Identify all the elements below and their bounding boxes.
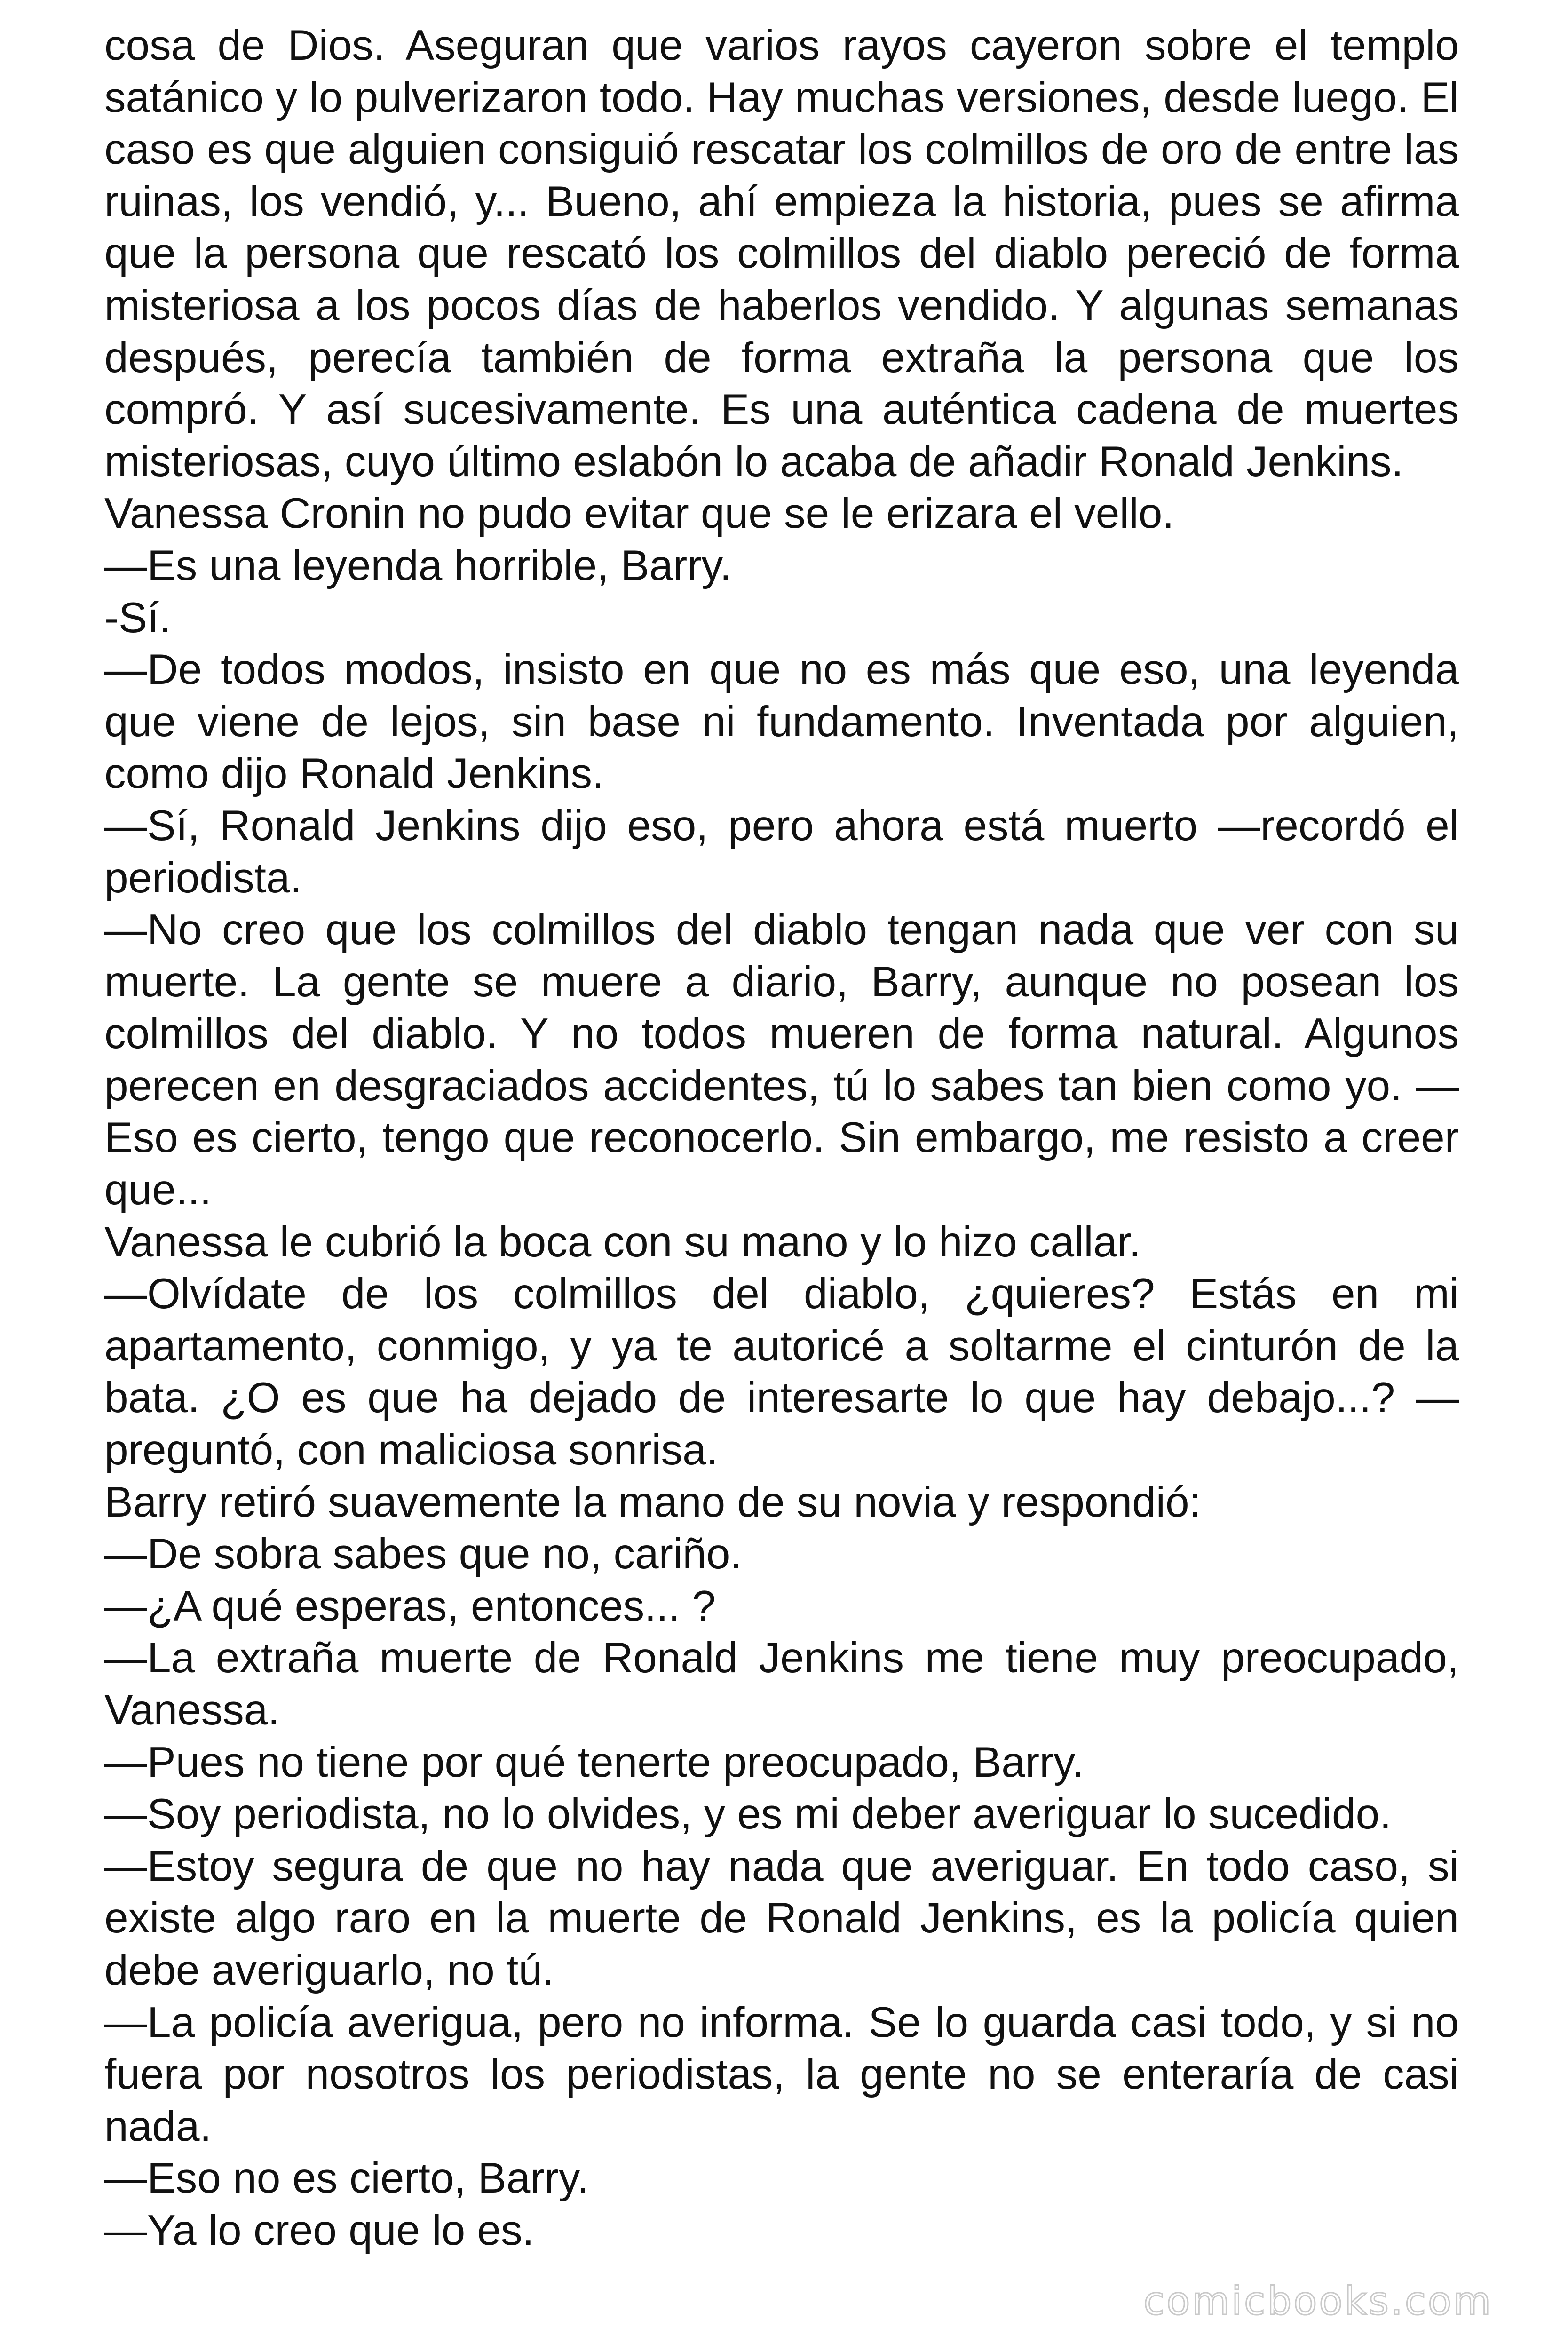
paragraph-5: —De todos modos, insisto en que no es más que eso, una leyenda que viene de lejos, sin base ni fundamento. Inventada por alguien, como dijo Ronald Jenkins. [104,646,1459,798]
paragraph-13: —La extraña muerte de Ronald Jenkins me tiene muy preocupado, Vanessa. [104,1634,1459,1734]
paragraph-15: —Soy periodista, no lo olvides, y es mi deber averiguar lo sucedido. [104,1790,1392,1838]
paragraph-12: —¿A qué esperas, entonces... ? [104,1582,716,1630]
paragraph-4: -Sí. [104,594,171,642]
watermark-logo: comicbooks.com [1143,2279,1493,2324]
paragraph-6: —Sí, Ronald Jenkins dijo eso, pero ahora está muerto —recordó el periodista. [104,802,1459,902]
paragraph-9: —Olvídate de los colmillos del diablo, ¿quieres? Estás en mi apartamento, conmigo, y ya te autoricé a soltarme el cinturón de la bata. ¿O es que ha dejado de interesarte lo que hay debajo...? —preguntó, con maliciosa sonrisa. [104,1270,1459,1474]
document-page [104,20,1459,2278]
paragraph-18: —Eso no es cierto, Barry. [104,2154,589,2202]
paragraph-7: —No creo que los colmillos del diablo tengan nada que ver con su muerte. La gente se muere a diario, Barry, aunque no posean los colmillos del diablo. Y no todos mueren de forma natural. Algunos perecen en desgraciados accidentes, tú lo sabes tan bien como yo. —Eso es cierto, tengo que reconocerlo. Sin embargo, me resisto a creer que... [104,906,1459,1214]
paragraph-16: —Estoy segura de que no hay nada que averiguar. En todo caso, si existe algo raro en la muerte de Ronald Jenkins, es la policía quien debe averiguarlo, no tú. [104,1842,1459,1994]
paragraph-1: cosa de Dios. Aseguran que varios rayos cayeron sobre el templo satánico y lo pulverizaron todo. Hay muchas versiones, desde luego. El caso es que alguien consiguió rescatar los colmillos de oro de entre las ruinas, los vendió, y... Bueno, ahí empieza la historia, pues se afirma que la persona que rescató los colmillos del diablo pereció de forma misteriosa a los pocos días de haberlos vendido. Y algunas semanas después, perecía también de forma extraña la persona que los compró. Y así sucesivamente. Es una auténtica cadena de muertes misteriosas, cuyo último eslabón lo acaba de añadir Ronald Jenkins. [104,22,1459,485]
paragraph-2: Vanessa Cronin no pudo evitar que se le erizara el vello. [104,490,1174,538]
paragraph-17: —La policía averigua, pero no informa. Se lo guarda casi todo, y si no fuera por nosotros los periodistas, la gente no se enteraría de casi nada. [104,1998,1459,2150]
paragraph-19: —Ya lo creo que lo es. [104,2206,534,2254]
paragraph-3: —Es una leyenda horrible, Barry. [104,541,732,589]
paragraph-10: Barry retiró suavemente la mano de su novia y respondió: [104,1478,1201,1526]
paragraph-14: —Pues no tiene por qué tenerte preocupado, Barry. [104,1738,1084,1786]
paragraph-8: Vanessa le cubrió la boca con su mano y lo hizo callar. [104,1218,1141,1266]
paragraph-11: —De sobra sabes que no, cariño. [104,1530,742,1578]
